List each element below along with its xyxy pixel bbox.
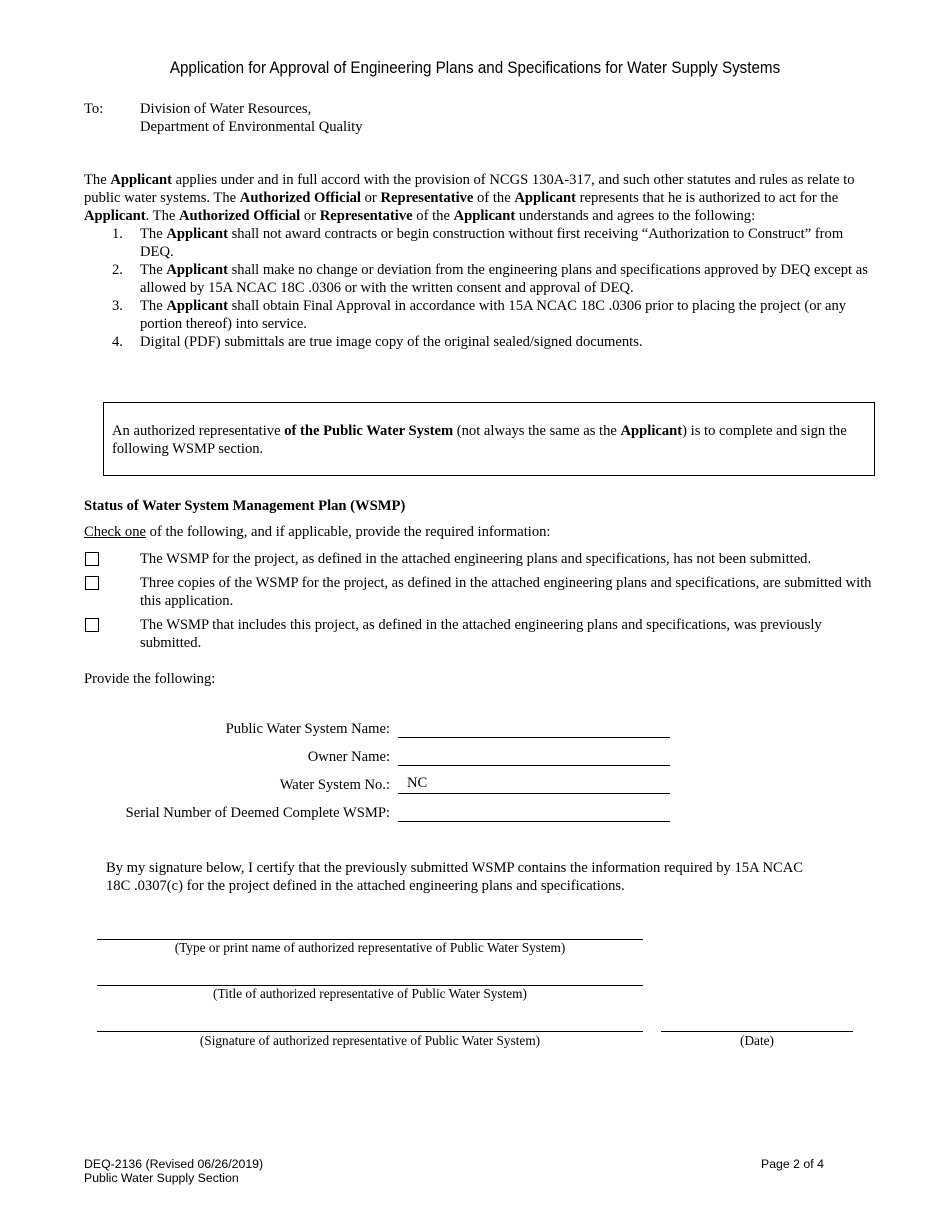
water-system-no-label: Water System No.:: [279, 777, 390, 793]
to-label: To:: [84, 101, 104, 117]
option-label: Three copies of the WSMP for the project, as defined in the attached engineering plans and specifications, are submitted with this application.: [140, 575, 872, 609]
owner-name-label: Owner Name:: [307, 749, 390, 765]
certification-statement: By my signature below, I certify that the previously submitted WSMP contains the information required by 15A NCAC 18C .0307(c) for the project defined in the attached engineering plans and specifications.: [106, 860, 804, 894]
provide-label: Provide the following:: [84, 671, 216, 687]
wsmp-option-previously-submitted[interactable]: [84, 616, 874, 654]
intro-paragraph: The Applicant applies under and in full accord with the provision of NCGS 130A-317, and such other statutes and rules as relate to public water systems. The Authorized Official or Representative of the Applicant represents that he is authorized to act for the Applicant. The Authorized Official or Representative of the Applicant understands and agrees to the following:: [84, 172, 855, 224]
date-line[interactable]: [661, 1031, 853, 1032]
wsmp-heading: Status of Water System Management Plan (WSMP): [84, 498, 406, 514]
water-system-no-field[interactable]: NC: [398, 774, 670, 794]
checkbox[interactable]: [85, 552, 99, 566]
term-item: 3. The Applicant shall obtain Final Approval in accordance with 15A NCAC 18C .0306 prior to placing the project (or any portion thereof) into service.: [112, 298, 847, 332]
name-caption: (Type or print name of authorized representative of Public Water System): [174, 940, 566, 955]
signature-line[interactable]: [97, 1031, 643, 1032]
notice-box: An authorized representative of the Public Water System (not always the same as the Applicant) is to complete and sign the following WSMP section.: [103, 402, 875, 476]
intro-section: [84, 171, 874, 351]
signature-caption: (Signature of authorized representative of Public Water System): [199, 1033, 541, 1048]
addressee: [140, 100, 363, 136]
footer-form-number: DEQ-2136 (Revised 06/26/2019): [84, 1157, 264, 1171]
page-title: Application for Approval of Engineering Plans and Specifications for Water Supply Systems: [169, 59, 781, 77]
title-caption: (Title of authorized representative of Public Water System): [213, 986, 527, 1001]
footer-page-number: Page 2 of 4: [761, 1157, 824, 1171]
date-caption: (Date): [740, 1033, 774, 1048]
addressee-line-2: Department of Environmental Quality: [140, 119, 363, 135]
terms-list: [84, 225, 874, 351]
pws-name-label: Public Water System Name:: [225, 721, 390, 737]
addressee-line-1: Division of Water Resources,: [140, 101, 312, 117]
footer-section: Public Water Supply Section: [84, 1171, 239, 1185]
option-label: The WSMP that includes this project, as defined in the attached engineering plans and specifications, was previously submitted.: [140, 617, 822, 651]
checkbox[interactable]: [85, 576, 99, 590]
wsmp-option-not-submitted[interactable]: [84, 550, 874, 570]
pws-name-field[interactable]: [398, 718, 670, 738]
owner-name-field[interactable]: [398, 746, 670, 766]
checkbox[interactable]: [85, 618, 99, 632]
wsmp-option-submitted-with-application[interactable]: [84, 574, 874, 612]
option-label: The WSMP for the project, as defined in the attached engineering plans and specifications, has not been submitted.: [140, 551, 812, 567]
term-item: 4. Digital (PDF) submittals are true image copy of the original sealed/signed documents.: [112, 334, 643, 350]
wsmp-instruction: Check one of the following, and if applicable, provide the required information:: [84, 524, 551, 540]
term-item: 2. The Applicant shall make no change or deviation from the engineering plans and specifications approved by DEQ except as allowed by 15A NCAC 18C .0306 or with the written consent and approval of DEQ.: [112, 262, 868, 296]
serial-number-field[interactable]: [398, 802, 670, 822]
serial-number-label: Serial Number of Deemed Complete WSMP:: [125, 805, 390, 821]
term-item: 1. The Applicant shall not award contracts or begin construction without first receiving “Authorization to Construct” from DEQ.: [112, 226, 844, 260]
